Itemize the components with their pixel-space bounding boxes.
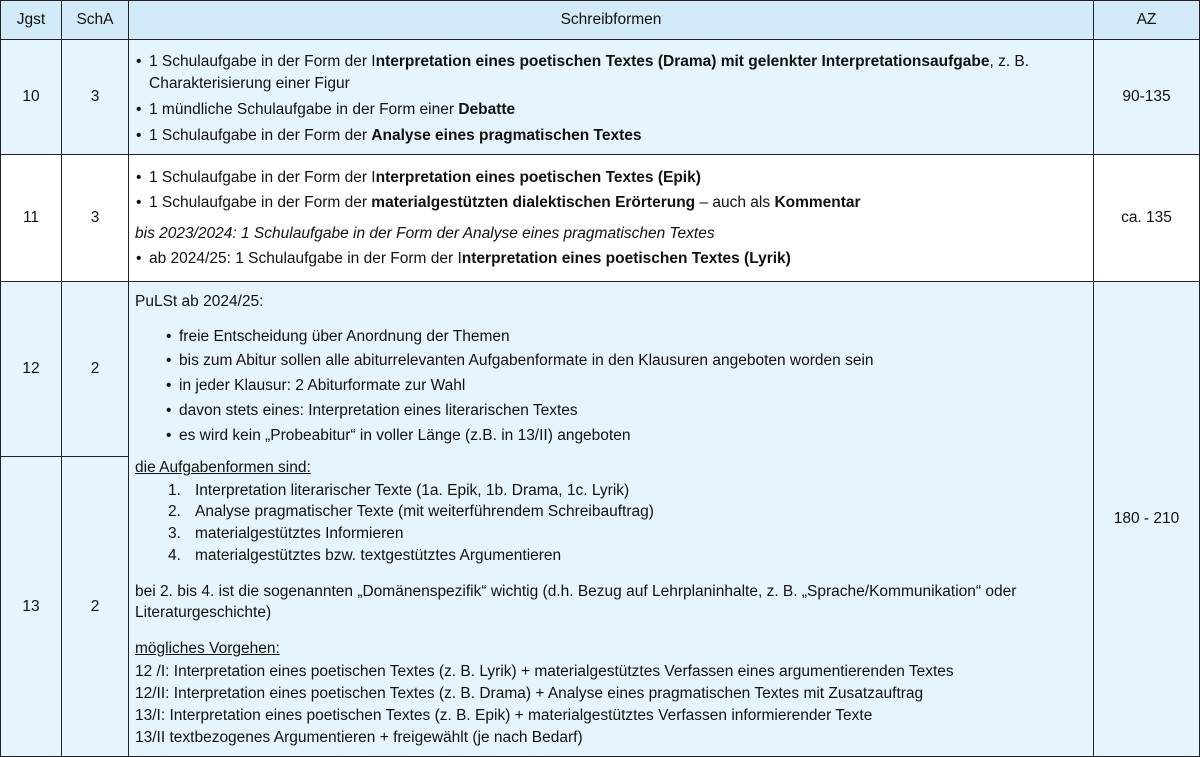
row13-scha bbox=[61, 456, 129, 757]
aufgabe-number: 2. bbox=[168, 503, 181, 520]
row11-item-2-bold: materialgestützten dialektischen Erörterung bbox=[371, 194, 696, 211]
header-scha bbox=[61, 0, 129, 40]
row11-item-1-bold: nterpretation eines poetischen Textes (Epik) bbox=[375, 169, 701, 186]
row11-az bbox=[1093, 154, 1200, 282]
row11-italic-note: bis 2023/2024: 1 Schulaufgabe in der Form der Analyse eines pragmatischen Textes bbox=[135, 225, 715, 242]
row11-item-1-text: 1 Schulaufgabe in der Form der I bbox=[149, 169, 376, 186]
aufgabe-text: materialgestütztes Informieren bbox=[195, 525, 404, 542]
row11-jgst bbox=[0, 154, 62, 282]
aufgabe-number: 1. bbox=[168, 482, 181, 499]
header-jgst bbox=[0, 0, 62, 40]
row11-scha-value: 3 bbox=[90, 209, 100, 226]
row10-az bbox=[1093, 39, 1200, 155]
domaen-text: bei 2. bis 4. ist die sogenannten „Domänenspezifik“ wichtig (d.h. Bezug auf Lehrplaninhalte, z. B. „Sprache/Kommunikation“ oder bbox=[135, 583, 1017, 600]
pulst-bullet: • davon stets eines: Interpretation eines literarischen Textes bbox=[179, 401, 578, 421]
pulst-bullet: • freie Entscheidung über Anordnung der Themen bbox=[179, 327, 510, 347]
row10-item-1-text: 1 Schulaufgabe in der Form der I bbox=[149, 53, 376, 70]
row1213-az bbox=[1093, 281, 1200, 757]
row10-item-2-bold: Debatte bbox=[458, 101, 516, 118]
row10-item-2 bbox=[149, 100, 515, 120]
row10-item-1-bold: nterpretation eines poetischen Textes (Drama) mit gelenkter Interpretationsaufgabe bbox=[375, 53, 990, 70]
row11-az-value: ca. 135 bbox=[1121, 209, 1172, 226]
vorgehen-line: 13/II textbezogenes Argumentieren + freigewählt (je nach Bedarf) bbox=[135, 729, 583, 746]
vorgehen-line: 13/I: Interpretation eines poetischen Textes (z. B. Epik) + materialgestütztes Verfassen informierender Texte bbox=[135, 707, 873, 724]
aufgabe-item bbox=[168, 524, 404, 544]
aufgabe-item bbox=[168, 502, 654, 522]
vorgehen-line: 12 /I: Interpretation eines poetischen Textes (z. B. Lyrik) + materialgestütztes Verfassen eines argumentierenden Textes bbox=[135, 663, 954, 680]
row10-jgst-value: 10 bbox=[22, 88, 40, 105]
aufgaben-heading: die Aufgabenformen sind: bbox=[135, 459, 311, 476]
row10-item-1-cont: Charakterisierung einer Figur bbox=[149, 75, 350, 92]
aufgabe-item bbox=[168, 481, 630, 501]
row13-jgst bbox=[0, 456, 62, 757]
aufgabe-text: Interpretation literarischer Texte (1a. Epik, 1b. Drama, 1c. Lyrik) bbox=[195, 482, 630, 499]
row11-item-3-text: ab 2024/25: 1 Schulaufgabe in der Form der I bbox=[149, 250, 462, 267]
row10-item-1-tail: , z. B. bbox=[989, 53, 1030, 70]
aufgabe-text: Analyse pragmatischer Texte (mit weiterführendem Schreibauftrag) bbox=[195, 503, 654, 520]
row10-jgst bbox=[0, 39, 62, 155]
row11-scha bbox=[61, 154, 129, 282]
row12-scha bbox=[61, 281, 129, 457]
row11-item-3 bbox=[149, 249, 791, 269]
header-jgst-label: Jgst bbox=[16, 11, 46, 28]
row13-scha-value: 2 bbox=[90, 597, 100, 615]
row10-item-1 bbox=[149, 52, 1029, 72]
aufgabe-item bbox=[168, 546, 562, 566]
row13-jgst-value: 13 bbox=[22, 597, 40, 615]
header-schreibformen-label: Schreibformen bbox=[560, 11, 662, 28]
header-az bbox=[1093, 0, 1200, 40]
row11-item-2-text: 1 Schulaufgabe in der Form der bbox=[149, 194, 372, 211]
row1213-az-value: 180 - 210 bbox=[1113, 510, 1180, 527]
row11-item-1 bbox=[149, 168, 701, 188]
row11-item-3-bold: nterpretation eines poetischen Textes (Lyrik) bbox=[461, 250, 791, 267]
header-schreibformen bbox=[128, 0, 1094, 40]
vorgehen-heading: mögliches Vorgehen: bbox=[135, 640, 280, 657]
header-az-label: AZ bbox=[1136, 11, 1157, 28]
row12-jgst bbox=[0, 281, 62, 457]
row12-jgst-value: 12 bbox=[22, 360, 40, 377]
row11-item-2-mid: – auch als bbox=[695, 194, 775, 211]
aufgabe-text: materialgestütztes bzw. textgestütztes Argumentieren bbox=[195, 547, 562, 564]
aufgabe-number: 3. bbox=[168, 525, 181, 542]
row11-item-2 bbox=[149, 193, 861, 213]
row12-scha-value: 2 bbox=[90, 360, 100, 377]
pulst-bullet: • bis zum Abitur sollen alle abiturrelevanten Aufgabenformate in den Klausuren angeboten worden sein bbox=[179, 351, 874, 371]
header-scha-label: SchA bbox=[76, 11, 114, 28]
row11-jgst-value: 11 bbox=[22, 209, 40, 226]
row10-az-value: 90-135 bbox=[1122, 88, 1171, 105]
domaen-text-cont: Literaturgeschichte) bbox=[135, 604, 272, 621]
row10-item-3-text: 1 Schulaufgabe in der Form der bbox=[149, 127, 372, 144]
row10-scha-value: 3 bbox=[90, 88, 100, 105]
row11-item-2-bold2: Kommentar bbox=[774, 194, 861, 211]
row10-item-3-bold: Analyse eines pragmatischen Textes bbox=[371, 127, 642, 144]
vorgehen-line: 12/II: Interpretation eines poetischen Textes (z. B. Drama) + Analyse eines pragmatischen Textes mit Zusatzauftrag bbox=[135, 685, 924, 702]
pulst-bullet: • in jeder Klausur: 2 Abiturformate zur Wahl bbox=[179, 376, 465, 396]
pulst-heading: PuLSt ab 2024/25: bbox=[135, 293, 264, 310]
row10-item-2-text: 1 mündliche Schulaufgabe in der Form einer bbox=[149, 101, 459, 118]
row10-item-3 bbox=[149, 126, 642, 146]
aufgabe-number: 4. bbox=[168, 547, 181, 564]
pulst-bullet: • es wird kein „Probeabitur“ in voller Länge (z.B. in 13/II) angeboten bbox=[179, 426, 630, 446]
row10-scha bbox=[61, 39, 129, 155]
